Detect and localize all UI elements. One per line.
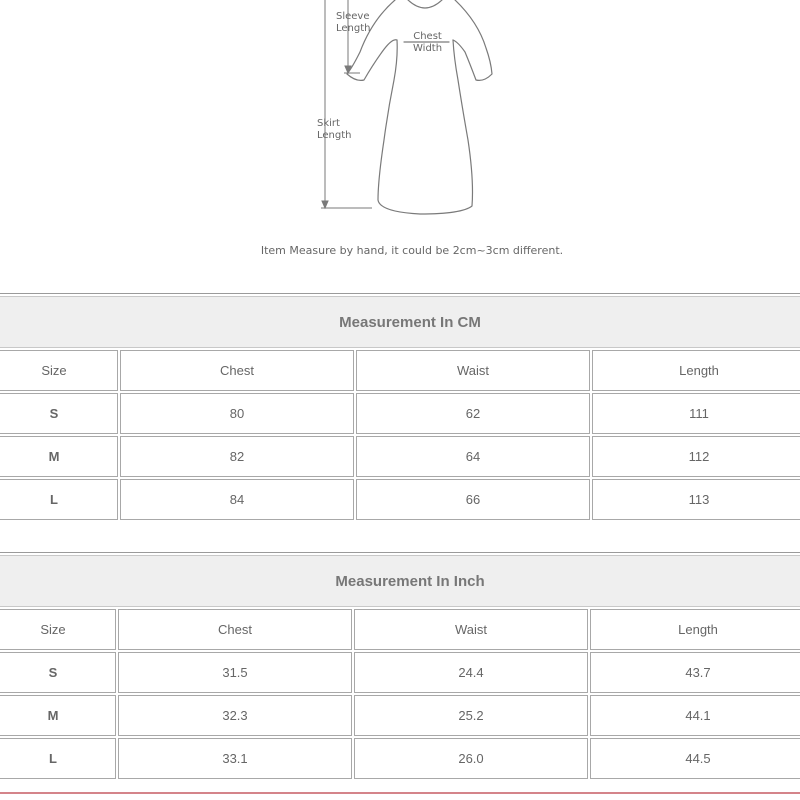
column-header-size: Size: [0, 350, 118, 391]
chest-label-line2: Width: [413, 43, 443, 54]
table-row: [0, 436, 800, 477]
column-header-waist: Waist: [354, 609, 588, 650]
length-cell: 44.1: [590, 695, 800, 736]
chest-cell: 31.5: [118, 652, 352, 693]
size-cell: S: [0, 393, 118, 434]
sleeve-label-line1: Sleeve: [336, 11, 370, 22]
chest-cell: 32.3: [118, 695, 352, 736]
skirt-length-label: [317, 118, 352, 142]
waist-cell: 26.0: [354, 738, 588, 779]
column-header-chest: Chest: [118, 609, 352, 650]
table-header-row: [0, 609, 800, 650]
chest-cell: 80: [120, 393, 354, 434]
sleeve-length-label: [336, 11, 371, 35]
length-cell: 43.7: [590, 652, 800, 693]
dress-body-line: [378, 40, 473, 214]
chest-label-line1: Chest: [413, 31, 442, 42]
measurement-note: Item Measure by hand, it could be 2cm~3cm different.: [260, 244, 564, 257]
dress-measurement-diagram: [0, 0, 800, 285]
table-row: [0, 652, 800, 693]
size-cell: L: [0, 479, 118, 520]
chest-cell: 84: [120, 479, 354, 520]
length-cell: 112: [592, 436, 800, 477]
size-cell: M: [0, 436, 118, 477]
table-row: [0, 393, 800, 434]
column-header-length: Length: [592, 350, 800, 391]
column-header-length: Length: [590, 609, 800, 650]
length-cell: 44.5: [590, 738, 800, 779]
bottom-divider: [0, 792, 800, 794]
table-header-row: [0, 350, 800, 391]
right-sleeve-line: [453, 0, 492, 80]
table-title: Measurement In Inch: [0, 555, 800, 607]
table-row: [0, 738, 800, 779]
waist-cell: 64: [356, 436, 590, 477]
skirt-label-line2: Length: [317, 130, 352, 141]
waist-cell: 62: [356, 393, 590, 434]
size-cell: M: [0, 695, 116, 736]
skirt-arrow-head: [322, 201, 328, 208]
length-cell: 111: [592, 393, 800, 434]
table-title: Measurement In CM: [0, 296, 800, 348]
neckline-line: [408, 0, 442, 8]
measurement-cm-table: [0, 293, 800, 521]
sleeve-label-line2: Length: [336, 23, 371, 34]
chest-cell: 33.1: [118, 738, 352, 779]
dress-illustration: [0, 0, 800, 240]
waist-cell: 24.4: [354, 652, 588, 693]
column-header-chest: Chest: [120, 350, 354, 391]
column-header-waist: Waist: [356, 350, 590, 391]
column-header-size: Size: [0, 609, 116, 650]
waist-cell: 66: [356, 479, 590, 520]
length-cell: 113: [592, 479, 800, 520]
chest-width-label: [413, 31, 442, 55]
size-cell: L: [0, 738, 116, 779]
table-row: [0, 695, 800, 736]
skirt-label-line1: Skirt: [317, 118, 340, 129]
waist-cell: 25.2: [354, 695, 588, 736]
chest-cell: 82: [120, 436, 354, 477]
size-cell: S: [0, 652, 116, 693]
table-row: [0, 479, 800, 520]
measurement-inch-table: [0, 552, 800, 780]
